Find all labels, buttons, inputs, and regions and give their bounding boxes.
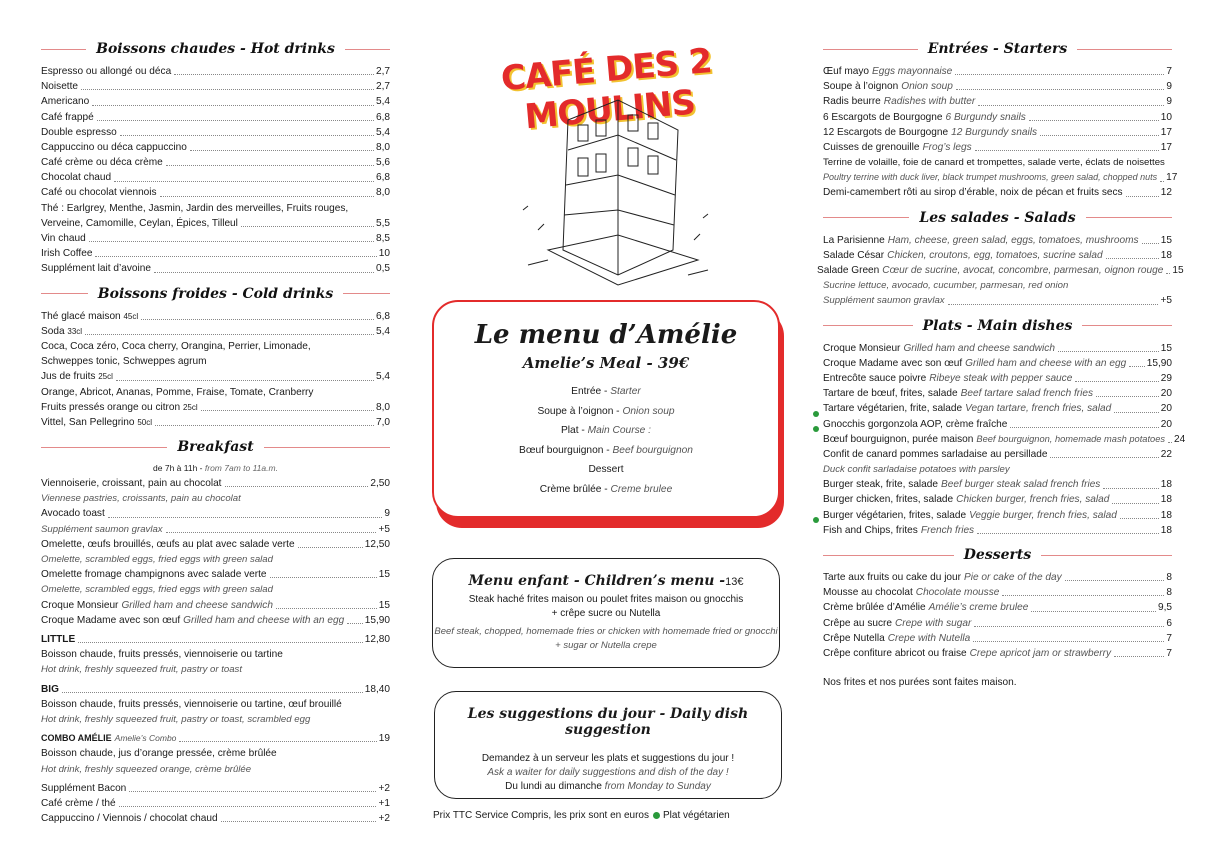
price-footer: Prix TTC Service Compris, les prix sont en euros Plat végétarien <box>433 810 730 821</box>
children-menu-line: Steak haché frites maison ou poulet frites maison ou gnocchis <box>468 594 744 605</box>
juice-list: Orange, Abricot, Ananas, Pomme, Fraise, Tomate, Cranberry <box>41 386 314 398</box>
children-menu-translation: Beef steak, chopped, homemade fries or chicken with homemade fried or gnocchi <box>434 626 778 637</box>
suggestion-line: Demandez à un serveur les plats et suggestions du jour ! <box>481 753 735 764</box>
hot-drinks-heading: Boissons chaudes - Hot drinks <box>41 38 390 60</box>
menu-item: Double espresso 5,4 <box>41 126 390 138</box>
menu-item: Mousse au chocolat Chocolate mousse 8 <box>823 587 1172 599</box>
menu-item: Burger chicken, frites, salade Chicken burger, french fries, salad 18 <box>823 494 1172 506</box>
menu-item: BIG 18,40 <box>41 683 390 695</box>
menu-item: Tartare végétarien, frite, salade Vegan tartare, french fries, salad 20 <box>823 401 1172 416</box>
menu-item: Verveine, Camomille, Ceylan, Épices, Tilleul 5,5 <box>41 217 390 229</box>
vegetarian-dot-icon <box>813 426 819 432</box>
soda-list: Coca, Coca zéro, Coca cherry, Orangina, Perrier, Limonade, <box>41 341 311 352</box>
item-translation: Hot drink, freshly squeezed fruit, pastry or toast <box>41 664 243 676</box>
item-translation: Hot drink, freshly squeezed orange, crème brûlée <box>41 763 252 775</box>
menu-item: Café frappé 6,8 <box>41 111 390 123</box>
left-column <box>41 38 390 826</box>
menu-item: Vittel, San Pellegrino 50cl 7,0 <box>41 416 390 428</box>
breakfast-list <box>41 476 390 826</box>
homemade-note: Nos frites et nos purées sont faites maison. <box>823 677 1017 689</box>
soda-list: Schweppes tonic, Schweppes agrum <box>41 356 207 368</box>
vegetarian-dot-icon <box>813 411 819 417</box>
daily-suggestion-box <box>434 691 782 799</box>
menu-item: LITTLE 12,80 <box>41 633 390 645</box>
menu-item: Soupe à l’oignon Onion soup 9 <box>823 81 1172 93</box>
menu-item: Crêpe au sucre Crepe with sugar 6 <box>823 617 1172 629</box>
menu-item: Jus de fruits 25cl 5,4 <box>41 371 390 383</box>
menu-item: Croque Monsieur Grilled ham and cheese sandwich 15 <box>41 599 390 611</box>
menu-item: 12 Escargots de Bourgogne 12 Burgundy snails 17 <box>823 126 1172 138</box>
cafe-logo: CAFÉ DES 2 MOULINS <box>499 40 714 138</box>
menu-item: Salade César Chicken, croutons, egg, tomatoes, sucrine salad 18 <box>823 249 1172 261</box>
menu-item: Burger steak, frite, salade Beef burger steak salad french fries 18 <box>823 479 1172 491</box>
course-label: Entrée - Starter <box>571 386 641 397</box>
menu-item: Croque Monsieur Grilled ham and cheese sandwich 15 <box>823 342 1172 354</box>
vegetarian-dot-icon <box>813 517 819 523</box>
menu-item: Crêpe confiture abricot ou fraise Crepe apricot jam or strawberry 7 <box>823 647 1172 659</box>
menu-item: Thé glacé maison 45cl 6,8 <box>41 310 390 322</box>
menu-item: Avocado toast 9 <box>41 508 390 520</box>
menu-item: Cappuccino ou déca cappuccino 8,0 <box>41 141 390 153</box>
starters-heading: Entrées - Starters <box>823 38 1172 60</box>
menu-item: Vin chaud 8,5 <box>41 233 390 245</box>
breakfast-heading: Breakfast <box>41 436 390 458</box>
amelie-subtitle: Amelie’s Meal - 39€ <box>522 354 690 372</box>
menu-item: Bœuf bourguignon, purée maison Beef bourguignon, homemade mash potatoes 24 <box>823 433 1186 445</box>
menu-item: Croque Madame avec son œuf Grilled ham and cheese with an egg 15,90 <box>823 357 1172 369</box>
item-translation: Omelette, scrambled eggs, fried eggs with green salad <box>41 584 273 596</box>
menu-item: Supplément lait d’avoine 0,5 <box>41 263 390 275</box>
children-menu-box <box>432 558 780 668</box>
menu-item: Omelette fromage champignons avec salade verte 15 <box>41 569 390 581</box>
desserts-heading: Desserts <box>823 544 1172 566</box>
menu-item: Cuisses de grenouille Frog’s legs 17 <box>823 141 1172 153</box>
menu-item: Viennoiserie, croissant, pain au chocolat 2,50 <box>41 478 390 490</box>
menu-item: Americano 5,4 <box>41 96 390 108</box>
course-label: Plat - Main Course : <box>560 425 652 436</box>
menu-item: Soda 33cl 5,4 <box>41 325 390 337</box>
menu-item: Café crème ou déca crème 5,6 <box>41 157 390 169</box>
menu-item: Burger végétarien, frites, salade Veggie burger, french fries, salad 18 <box>823 508 1172 523</box>
menu-item: Croque Madame avec son œuf Grilled ham and cheese with an egg 15,90 <box>41 614 390 626</box>
cold-drinks-list <box>41 309 390 431</box>
course-label: Dessert <box>588 464 624 475</box>
breakfast-hours: de 7h à 11h - from 7am to 11a.m. <box>153 463 278 474</box>
menu-item: Radis beurre Radishes with butter 9 <box>823 96 1172 108</box>
menu-item: Salade Green Cœur de sucrine, avocat, concombre, parmesan, oignon rouge 15 <box>817 265 1184 277</box>
amelie-title: Le menu d’Amélie <box>474 320 738 350</box>
menu-item: Fish and Chips, frites French fries 18 <box>823 524 1172 536</box>
menu-item: Entrecôte sauce poivre Ribeye steak with pepper sauce 29 <box>823 372 1172 384</box>
mains-list <box>823 341 1186 538</box>
menu-item: Demi-camembert rôti au sirop d’érable, noix de pécan et fruits secs 12 <box>823 187 1172 199</box>
desserts-list <box>823 570 1172 690</box>
menu-item: 6 Escargots de Bourgogne 6 Burgundy snails 10 <box>823 111 1172 123</box>
menu-item: Noisette 2,7 <box>41 81 390 93</box>
menu-item: Supplément saumon gravlax +5 <box>823 295 1172 307</box>
hot-drinks-list <box>41 64 390 277</box>
salads-heading: Les salades - Salads <box>823 207 1172 229</box>
cafe-building-illustration <box>508 90 718 290</box>
formula-desc: Boisson chaude, jus d’orange pressée, crème brûlée <box>41 748 277 760</box>
item-translation: Duck confit sarladaise potatoes with parsley <box>823 464 1010 476</box>
menu-item: COMBO AMÉLIE Amelie’s Combo 19 <box>41 733 390 745</box>
tea-line: Thé : Earlgrey, Menthe, Jasmin, Jardin des merveilles, Fruits rouges, <box>41 202 349 214</box>
menu-item: Supplément Bacon +2 <box>41 782 390 794</box>
menu-item: Irish Coffee 10 <box>41 248 390 260</box>
menu-item: Tarte aux fruits ou cake du jour Pie or cake of the day 8 <box>823 572 1172 584</box>
terrine-line: Terrine de volaille, foie de canard et trompettes, salade verte, éclats de noisettes <box>823 157 1165 169</box>
right-column <box>817 38 1186 690</box>
children-menu-line: + crêpe sucre ou Nutella <box>551 608 661 619</box>
vegetarian-dot-icon <box>653 812 660 819</box>
menu-item: Confit de canard pommes sarladaise au persillade 22 <box>823 448 1172 460</box>
item-translation: Hot drink, freshly squeezed fruit, pastry or toast, scrambled egg <box>41 713 311 725</box>
suggestion-line: Du lundi au dimanche from Monday to Sunday <box>505 781 711 792</box>
salads-list <box>817 233 1184 309</box>
middle-column <box>428 30 788 850</box>
formula-desc: Boisson chaude, fruits pressés, viennoiserie ou tartine <box>41 649 283 661</box>
menu-item: Fruits pressés orange ou citron 25cl 8,0 <box>41 401 390 413</box>
menu-item: La Parisienne Ham, cheese, green salad, eggs, tomatoes, mushrooms 15 <box>823 234 1172 246</box>
menu-item: Poultry terrine with duck liver, black trumpet mushrooms, green salad, chopped nuts 17 <box>823 172 1178 184</box>
menu-item: Tartare de bœuf, frites, salade Beef tartare salad french fries 20 <box>823 388 1172 400</box>
course-dish: Soupe à l’oignon - Onion soup <box>537 405 675 417</box>
menu-item: Espresso ou allongé ou déca 2,7 <box>41 65 390 77</box>
menu-item: Crème brûlée d’Amélie Amélie’s creme brulee 9,5 <box>823 602 1172 614</box>
cold-drinks-heading: Boissons froides - Cold drinks <box>41 283 390 305</box>
course-dish: Crème brûlée - Creme brulee <box>539 483 673 495</box>
menu-item: Supplément saumon gravlax +5 <box>41 523 390 535</box>
item-translation: Omelette, scrambled eggs, fried eggs with green salad <box>41 554 273 566</box>
menu-item: Café ou chocolat viennois 8,0 <box>41 187 390 199</box>
item-translation: Sucrine lettuce, avocado, cucumber, parmesan, red onion <box>823 280 1069 292</box>
daily-suggestion-title: Les suggestions du jour - Daily dish suggestion <box>467 706 749 738</box>
course-dish: Bœuf bourguignon - Beef bourguignon <box>519 444 693 456</box>
children-menu-title: Menu enfant - Children’s menu -13€ <box>468 573 744 589</box>
amelie-menu-card <box>432 300 780 518</box>
menu-item: Cappuccino / Viennois / chocolat chaud +2 <box>41 813 390 825</box>
menu-item: Gnocchis gorgonzola AOP, crème fraîche 20 <box>823 417 1172 432</box>
menu-item: Œuf mayo Eggs mayonnaise 7 <box>823 65 1172 77</box>
children-menu-translation: + sugar or Nutella crepe <box>555 640 657 651</box>
menu-item: Café crème / thé +1 <box>41 797 390 809</box>
menu-item: Crêpe Nutella Crepe with Nutella 7 <box>823 632 1172 644</box>
mains-heading: Plats - Main dishes <box>823 315 1172 337</box>
menu-item: Chocolat chaud 6,8 <box>41 172 390 184</box>
item-translation: Viennese pastries, croissants, pain au chocolat <box>41 493 241 505</box>
starters-list <box>823 64 1178 201</box>
formula-desc: Boisson chaude, fruits pressés, viennoiserie ou tartine, œuf brouillé <box>41 698 342 710</box>
suggestion-translation: Ask a waiter for daily suggestions and dish of the day ! <box>487 767 729 778</box>
menu-item: Omelette, œufs brouillés, œufs au plat avec salade verte 12,50 <box>41 538 390 550</box>
